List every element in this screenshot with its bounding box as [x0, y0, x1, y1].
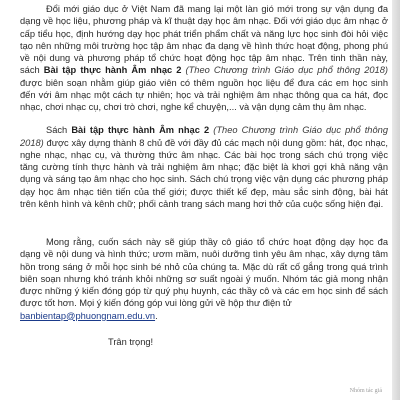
paragraph-1 [20, 3, 388, 113]
email-line [20, 310, 388, 322]
program-note-italic: (Theo Chương trình Giáo dục phổ thông 2018) [185, 65, 388, 76]
preface-text [20, 3, 388, 348]
author-signature: Nhóm tác giả [349, 388, 382, 394]
email-suffix: . [155, 310, 158, 321]
closing: Trân trọng! [108, 336, 154, 347]
paragraph-3 [20, 236, 388, 310]
book-title-bold: Bài tập thực hành Âm nhạc 2 [43, 65, 182, 76]
page-edge-shadow [392, 0, 400, 400]
paragraph-2 [20, 124, 388, 210]
paragraph-3-text: Mong rằng, cuốn sách này sẽ giúp thầy cô giáo tổ chức hoạt động dạy học đa dạng về nội dung và hình thức; ươm mầm, nuôi dưỡng tình yêu âm nhạc, xây dựng tâm hồn trong sáng ở mỗi học sinh bé nhỏ của chúng ta. Mặc dù rất cố gắng trong quá trình biên soạn nhưng khó tránh khỏi những sơ suất ngoài ý muốn. Nhóm tác giả mong nhận được những ý kiến đóng góp từ quý phụ huynh, các thầy cô và các em học sinh để sách được tốt hơn. Mọi ý kiến đóng góp vui lòng gửi về hộp thư điện tử [20, 237, 388, 309]
paragraph-2-start: Sách [46, 125, 68, 136]
paragraph-1-rest: được biên soạn nhằm giúp giáo viên có thêm nguồn học liệu để đưa các em học sinh đến với âm nhạc một cách tự nhiên; học và trải nghiệm âm nhạc thông qua ca hát, đọc nhạc, chơi nhạc cụ, chơi trò chơi, nghe kể chuyện,... và vận dụng cảm thụ âm nhạc. [20, 77, 388, 112]
program-note-italic-2: (Theo Chương trình Giáo dục phổ thông 2018) [20, 125, 388, 148]
book-title-bold-2: Bài tập thực hành Âm nhạc 2 [71, 125, 210, 136]
paragraph-1-text: Đổi mới giáo dục ở Việt Nam đã mang lại một làn gió mới trong sự vận dụng đa dạng về học liệu, phương pháp và kĩ thuật dạy học âm nhạc. Đối với giáo dục âm nhạc ở cấp tiểu học, định hướng dạy học phát triển phẩm chất và năng lực học sinh đòi hỏi việc tạo nên những môi trường học tập âm nhạc đa dạng về hình thức hoạt động, phong phú về nội dung và phương pháp tổ chức hoạt động học tập âm nhạc. Trên tinh thần này, sách [20, 4, 388, 76]
paragraph-2-rest: được xây dựng thành 8 chủ đề với đầy đủ các mạch nội dung gồm: hát, đọc nhạc, nghe nhạc, nhạc cụ, và thường thức âm nhạc. Các bài học trong sách chú trọng việc tăng cường tính thực hành và trải nghiệm âm nhạc; đặc biệt là khơi gợi khả năng vận dụng và sáng tạo âm nhạc cho học sinh. Sách chú trọng việc vận dụng các phương pháp dạy học âm nhạc tiên tiến của thế giới; được thiết kế đẹp, màu sắc sinh động, bài hát trên kênh hình và kênh chữ; phối cảnh trang sách mang hơi thở của cuộc sống hiện đại. [20, 137, 388, 209]
email-link[interactable]: banbientap@phuongnam.edu.vn [20, 310, 156, 321]
